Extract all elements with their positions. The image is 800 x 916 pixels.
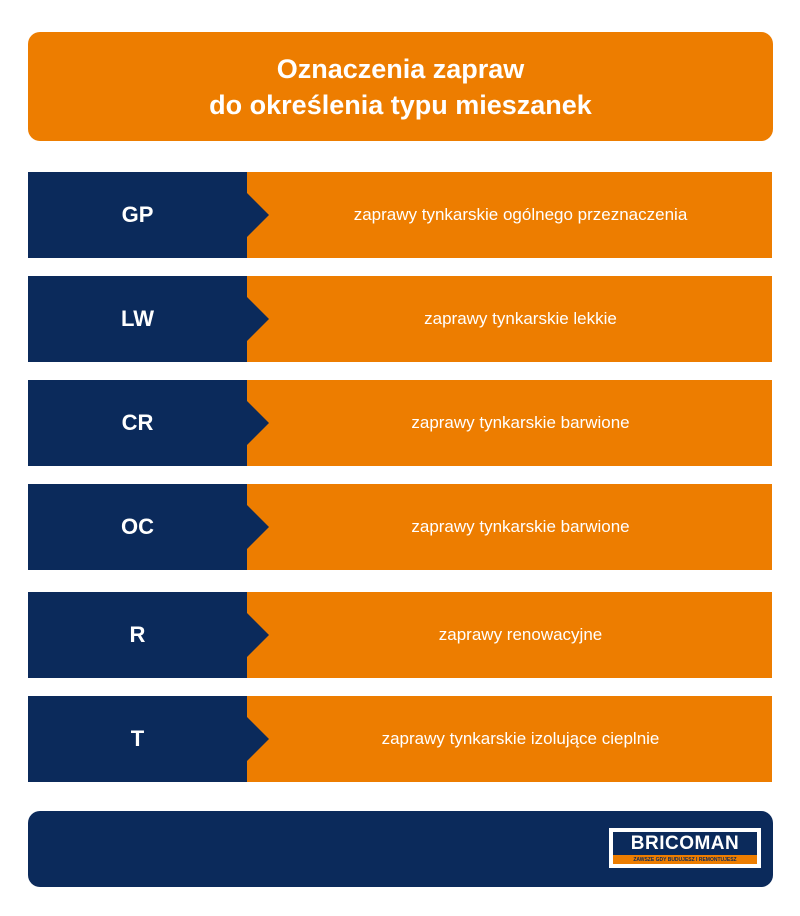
logo-wordmark: BRICOMAN: [613, 832, 757, 855]
title-banner: [28, 32, 773, 141]
logo-tagline: ZAWSZE GDY BUDUJESZ I REMONTUJESZ: [613, 855, 757, 864]
mortar-description: zaprawy tynkarskie izolujące cieplnie: [247, 696, 772, 782]
table-row: [28, 380, 772, 466]
table-row: [28, 484, 772, 570]
mortar-code: T: [28, 696, 247, 782]
table-row: [28, 276, 772, 362]
table-row: [28, 696, 772, 782]
mortar-description: zaprawy tynkarskie barwione: [247, 484, 772, 570]
table-row: [28, 172, 772, 258]
mortar-description: zaprawy tynkarskie ogólnego przeznaczenia: [247, 172, 772, 258]
mortar-description: zaprawy tynkarskie lekkie: [247, 276, 772, 362]
mortar-description: zaprawy renowacyjne: [247, 592, 772, 678]
mortar-code: GP: [28, 172, 247, 258]
mortar-code: CR: [28, 380, 247, 466]
mortar-description: zaprawy tynkarskie barwione: [247, 380, 772, 466]
table-row: [28, 592, 772, 678]
mortar-code: LW: [28, 276, 247, 362]
title-line-1: Oznaczenia zapraw: [276, 53, 525, 84]
title-line-2: do określenia typu mieszanek: [209, 89, 592, 120]
mortar-code: OC: [28, 484, 247, 570]
footer-bar: [28, 811, 773, 887]
mortar-code: R: [28, 592, 247, 678]
bricoman-logo: [609, 828, 761, 868]
